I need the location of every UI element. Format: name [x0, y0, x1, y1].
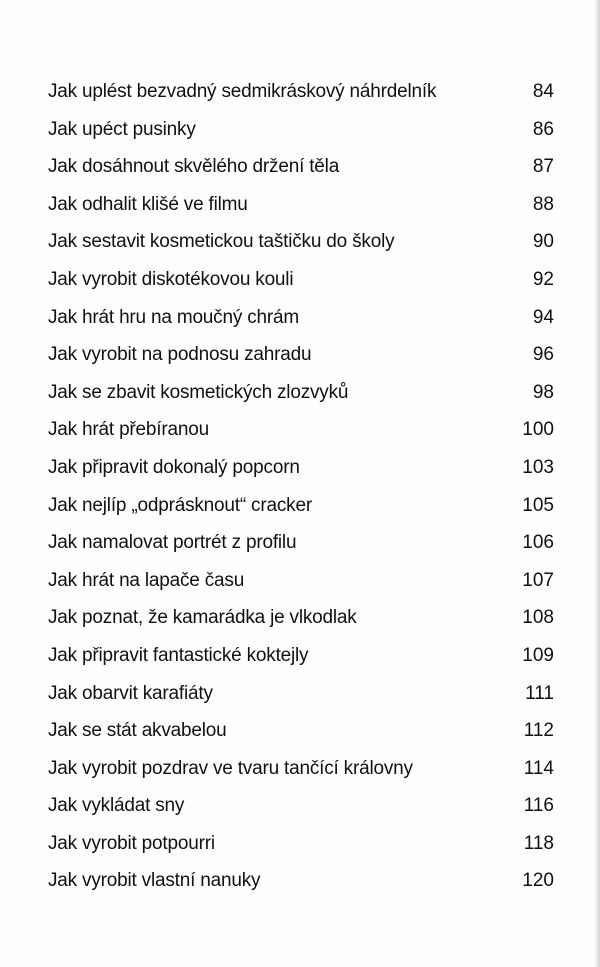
toc-entry-page: 94 — [532, 306, 554, 328]
toc-entry — [48, 869, 554, 907]
toc-entry — [48, 531, 554, 569]
toc-entry-title: Jak vykládat sny — [48, 795, 185, 817]
toc-entry-page: 103 — [522, 456, 554, 478]
toc-entry-page: 92 — [532, 268, 554, 290]
toc-entry — [48, 306, 554, 344]
toc-entry — [48, 794, 554, 832]
toc-entry-title: Jak vyrobit vlastní nanuky — [48, 870, 261, 892]
toc-entry — [48, 118, 554, 156]
toc-entry-title: Jak obarvit karafiáty — [48, 682, 213, 704]
toc-entry — [48, 682, 554, 720]
toc-entry-page: 84 — [532, 81, 554, 102]
toc-entry-page: 88 — [532, 193, 554, 215]
toc-entry-title: Jak připravit fantastické koktejly — [48, 644, 309, 666]
table-of-contents — [48, 80, 554, 907]
toc-entry-page: 116 — [523, 795, 554, 817]
toc-entry — [48, 719, 554, 757]
toc-entry-page: 100 — [522, 419, 554, 441]
toc-entry — [48, 268, 554, 306]
toc-entry-page: 87 — [532, 156, 554, 178]
toc-entry-title: Jak hrát hru na moučný chrám — [48, 306, 300, 328]
toc-entry-page: 105 — [522, 494, 554, 516]
toc-entry-title: Jak se zbavit kosmetických zlozvyků — [48, 381, 349, 403]
toc-entry-page: 109 — [522, 644, 554, 666]
toc-entry — [48, 832, 554, 870]
toc-entry-page: 112 — [523, 720, 554, 742]
toc-entry-title: Jak nejlíp „odprásknout“ cracker — [48, 494, 312, 516]
toc-entry — [48, 456, 554, 494]
toc-entry-page: 108 — [522, 607, 554, 629]
toc-entry-page: 114 — [523, 757, 554, 779]
toc-entry — [48, 230, 554, 268]
toc-entry — [48, 80, 554, 118]
toc-entry-title: Jak vyrobit diskotékovou kouli — [48, 268, 294, 290]
toc-entry-title: Jak vyrobit pozdrav ve tvaru tančící královny — [48, 757, 413, 779]
toc-entry-title: Jak hrát na lapače času — [48, 569, 245, 591]
page-edge-shadow — [594, 0, 600, 967]
toc-entry — [48, 343, 554, 381]
toc-entry — [48, 381, 554, 419]
toc-entry — [48, 606, 554, 644]
toc-entry — [48, 418, 554, 456]
toc-entry-title: Jak sestavit kosmetickou taštičku do školy — [48, 231, 395, 253]
toc-entry-page: 118 — [523, 832, 554, 854]
toc-entry-title: Jak se stát akvabelou — [48, 720, 227, 742]
toc-entry-page: 90 — [532, 231, 554, 253]
toc-entry-page: 106 — [522, 532, 554, 554]
toc-entry-title: Jak vyrobit potpourri — [48, 832, 215, 854]
toc-entry-page: 96 — [532, 344, 554, 366]
toc-entry-title: Jak odhalit klišé ve filmu — [48, 193, 248, 215]
toc-entry — [48, 155, 554, 193]
toc-entry — [48, 757, 554, 795]
toc-entry — [48, 494, 554, 532]
toc-entry-title: Jak poznat, že kamarádka je vlkodlak — [48, 607, 357, 629]
toc-entry-title: Jak připravit dokonalý popcorn — [48, 456, 300, 478]
toc-entry-page: 98 — [532, 381, 554, 403]
toc-entry-page: 86 — [532, 118, 554, 140]
toc-entry — [48, 193, 554, 231]
toc-entry-title: Jak namalovat portrét z profilu — [48, 532, 297, 554]
toc-entry-title: Jak vyrobit na podnosu zahradu — [48, 344, 312, 366]
toc-entry-title: Jak hrát přebíranou — [48, 419, 209, 441]
toc-entry-page: 120 — [522, 870, 554, 892]
toc-entry-title: Jak dosáhnout skvělého držení těla — [48, 156, 340, 178]
toc-entry — [48, 569, 554, 607]
toc-entry-page: 107 — [522, 569, 554, 591]
toc-entry-page: 111 — [525, 682, 554, 704]
toc-entry — [48, 644, 554, 682]
toc-entry-title: Jak uplést bezvadný sedmikráskový náhrdelník — [48, 81, 437, 102]
toc-entry-title: Jak upéct pusinky — [48, 118, 196, 140]
